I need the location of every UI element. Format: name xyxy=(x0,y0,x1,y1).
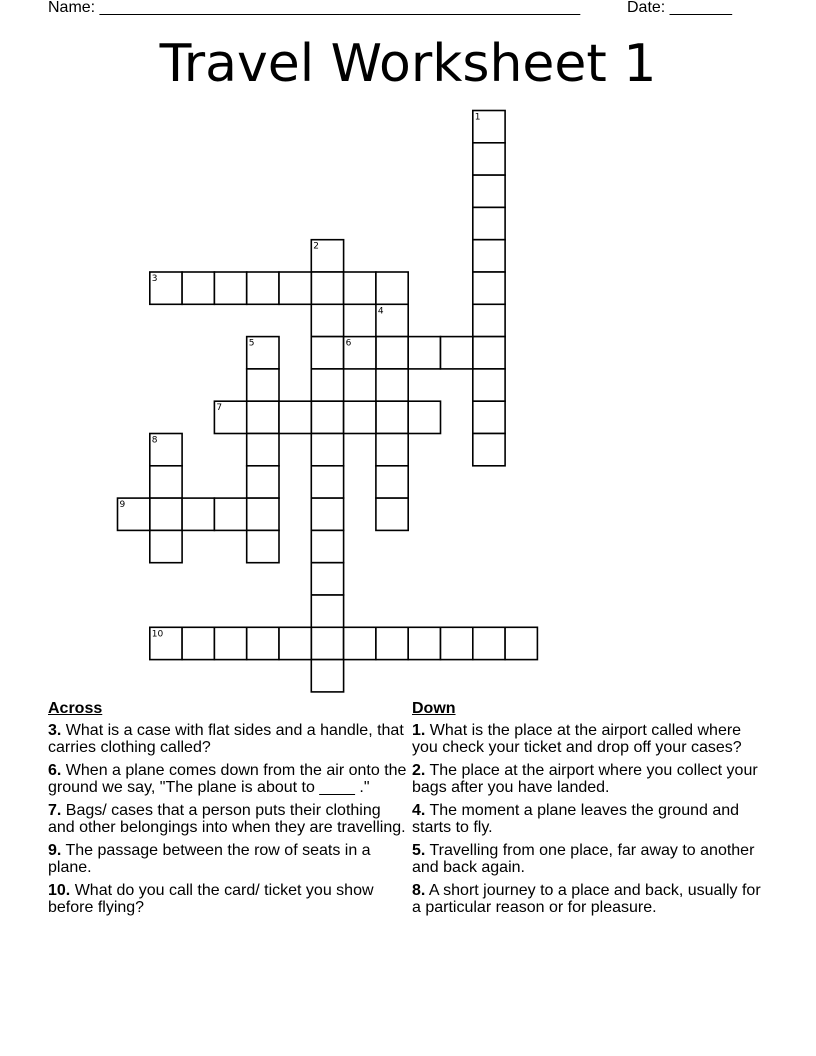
clue-text: Bags/ cases that a person puts their clothing and other belongings into when they are travelling. xyxy=(48,802,406,836)
grid-cell[interactable] xyxy=(311,530,343,562)
grid-cell[interactable] xyxy=(408,627,440,659)
grid-cell[interactable] xyxy=(214,498,246,530)
down-clues xyxy=(412,700,768,922)
clue-down-1 xyxy=(412,722,768,756)
grid-cell[interactable] xyxy=(247,466,279,498)
clue-number: 1. xyxy=(412,722,426,739)
name-field-label: Name: ______________________________________________________ xyxy=(48,0,581,16)
grid-cell[interactable] xyxy=(473,337,505,369)
grid-cell[interactable] xyxy=(150,498,182,530)
across-clues xyxy=(48,700,408,922)
grid-cell[interactable] xyxy=(279,272,311,304)
grid-cell[interactable] xyxy=(473,207,505,239)
grid-cell[interactable] xyxy=(311,337,343,369)
clue-number: 9. xyxy=(48,842,62,859)
grid-cell[interactable] xyxy=(473,369,505,401)
clue-number-label: 2 xyxy=(313,241,320,252)
clue-text: When a plane comes down from the air onto the ground we say, "The plane is about to ____ ." xyxy=(48,762,407,796)
grid-cell[interactable] xyxy=(473,272,505,304)
grid-cell[interactable] xyxy=(408,337,440,369)
clue-down-2 xyxy=(412,762,768,796)
clue-number: 10. xyxy=(48,882,71,899)
clue-number-label: 10 xyxy=(151,629,164,640)
grid-cell[interactable] xyxy=(182,498,214,530)
clue-number: 4. xyxy=(412,802,426,819)
down-heading: Down xyxy=(412,700,456,717)
clue-number: 5. xyxy=(412,842,426,859)
clue-across-3 xyxy=(48,722,408,756)
grid-cell[interactable] xyxy=(376,272,408,304)
grid-cell[interactable] xyxy=(311,272,343,304)
worksheet-title: Travel Worksheet 1 xyxy=(159,34,657,94)
clue-number-label: 6 xyxy=(345,338,352,349)
grid-cell[interactable] xyxy=(247,369,279,401)
grid-cell[interactable] xyxy=(150,530,182,562)
grid-cell[interactable] xyxy=(247,498,279,530)
grid-cell[interactable] xyxy=(473,304,505,336)
clue-number-label: 3 xyxy=(151,274,158,284)
grid-cell[interactable] xyxy=(344,627,376,659)
grid-cell[interactable] xyxy=(247,434,279,466)
clue-text: The place at the airport where you collect your bags after you have landed. xyxy=(412,762,758,796)
grid-cell[interactable] xyxy=(182,272,214,304)
grid-cell[interactable] xyxy=(311,401,343,433)
grid-cell[interactable] xyxy=(247,272,279,304)
grid-cell[interactable] xyxy=(214,627,246,659)
clue-down-8 xyxy=(412,882,768,916)
clue-text: What is a case with flat sides and a handle, that carries clothing called? xyxy=(48,722,404,756)
clue-number: 2. xyxy=(412,762,426,779)
grid-cell[interactable] xyxy=(473,434,505,466)
grid-cell[interactable] xyxy=(473,175,505,207)
clue-number: 8. xyxy=(412,882,426,899)
grid-cell[interactable] xyxy=(279,401,311,433)
grid-cell[interactable] xyxy=(376,466,408,498)
clue-number-label: 4 xyxy=(377,306,384,317)
grid-cell[interactable] xyxy=(473,401,505,433)
grid-cell[interactable] xyxy=(182,627,214,659)
grid-cell[interactable] xyxy=(473,627,505,659)
clue-text: The passage between the row of seats in a plane. xyxy=(48,842,371,876)
grid-cell[interactable] xyxy=(408,401,440,433)
clue-across-10 xyxy=(48,882,408,916)
clue-text: The moment a plane leaves the ground and starts to fly. xyxy=(412,802,740,836)
clue-number-label: 7 xyxy=(216,403,223,414)
grid-cell[interactable] xyxy=(376,627,408,659)
grid-cell[interactable] xyxy=(473,143,505,175)
clue-number: 7. xyxy=(48,802,62,819)
clue-number: 6. xyxy=(48,762,62,779)
clue-down-5 xyxy=(412,842,768,876)
clue-text: What is the place at the airport called where you check your ticket and drop off your cases? xyxy=(412,722,742,756)
grid-cell[interactable] xyxy=(473,240,505,272)
grid-cell[interactable] xyxy=(247,530,279,562)
clue-down-4 xyxy=(412,802,768,836)
grid-cell[interactable] xyxy=(344,272,376,304)
grid-cell[interactable] xyxy=(311,595,343,627)
grid-cell[interactable] xyxy=(311,627,343,659)
clue-text: Travelling from one place, far away to another and back again. xyxy=(412,842,755,876)
grid-cell[interactable] xyxy=(376,498,408,530)
grid-cell[interactable] xyxy=(505,627,537,659)
grid-cell[interactable] xyxy=(311,498,343,530)
clue-text: A short journey to a place and back, usually for a particular reason or for pleasure. xyxy=(412,882,761,916)
clue-number-label: 9 xyxy=(119,500,126,511)
grid-cell[interactable] xyxy=(311,466,343,498)
grid-cell[interactable] xyxy=(214,272,246,304)
grid-cell[interactable] xyxy=(376,401,408,433)
grid-cell[interactable] xyxy=(247,627,279,659)
grid-cell[interactable] xyxy=(311,434,343,466)
grid-cell[interactable] xyxy=(279,627,311,659)
date-field-label: Date: _______ xyxy=(627,0,732,16)
grid-cell[interactable] xyxy=(441,627,473,659)
clue-across-9 xyxy=(48,842,408,876)
grid-cell[interactable] xyxy=(150,466,182,498)
grid-cell[interactable] xyxy=(311,369,343,401)
clue-text: What do you call the card/ ticket you show before flying? xyxy=(48,882,374,916)
grid-cell[interactable] xyxy=(311,660,343,692)
grid-cell[interactable] xyxy=(441,337,473,369)
grid-cell[interactable] xyxy=(311,563,343,595)
grid-cell[interactable] xyxy=(311,304,343,336)
grid-cell[interactable] xyxy=(376,337,408,369)
clue-across-6 xyxy=(48,762,408,796)
grid-cell[interactable] xyxy=(376,434,408,466)
grid-cell[interactable] xyxy=(247,401,279,433)
across-heading: Across xyxy=(48,700,103,717)
clue-number-label: 1 xyxy=(474,112,481,123)
clue-number-label: 8 xyxy=(151,435,158,446)
grid-cell[interactable] xyxy=(376,369,408,401)
clue-number-label: 5 xyxy=(248,338,255,349)
clue-across-7 xyxy=(48,802,408,836)
grid-cell[interactable] xyxy=(344,401,376,433)
clue-number: 3. xyxy=(48,722,62,739)
